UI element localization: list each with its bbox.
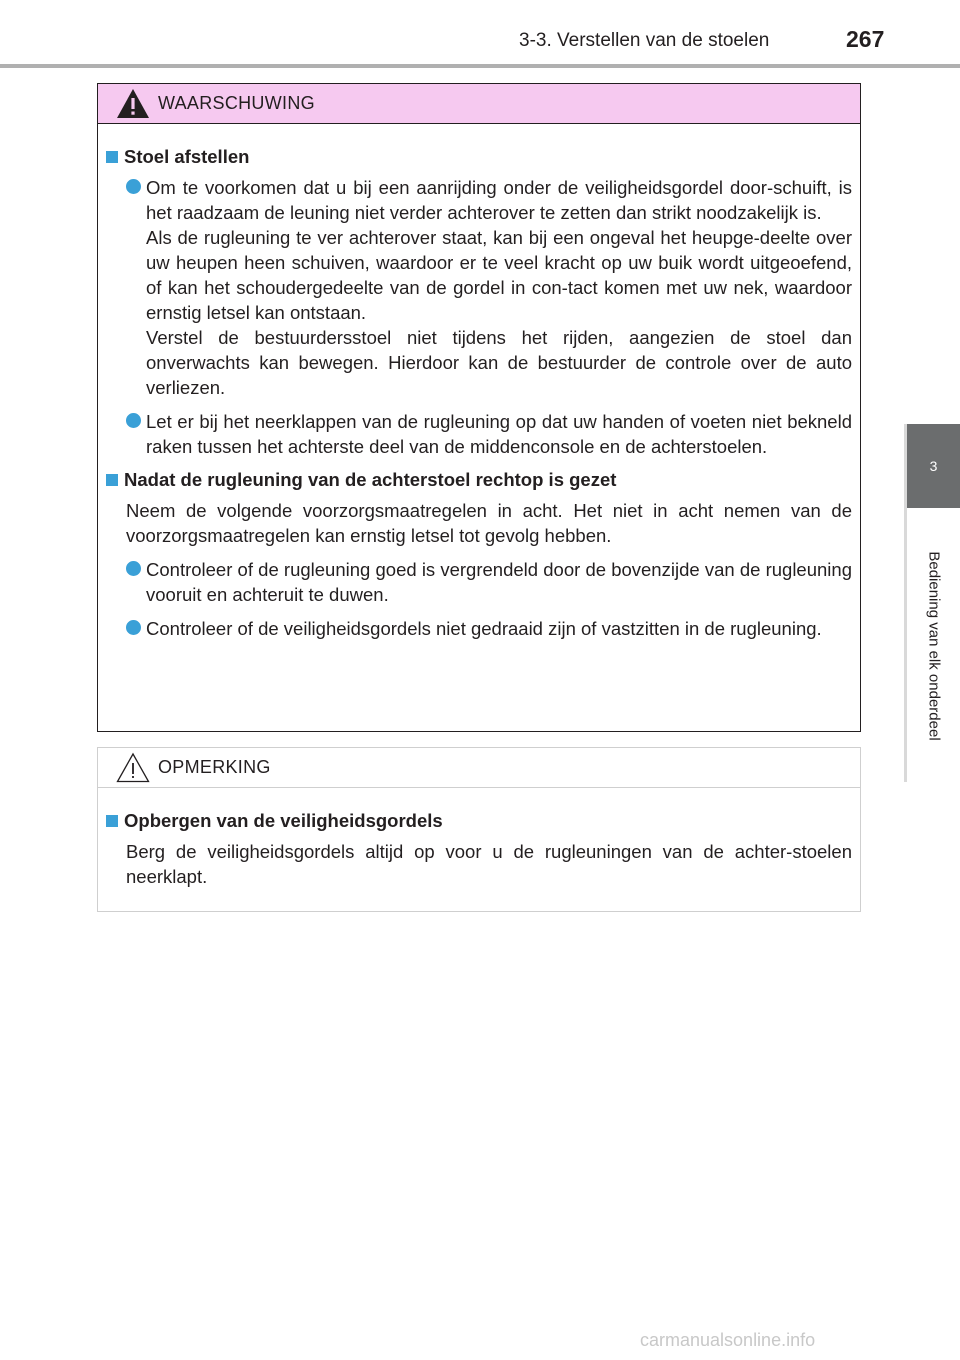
- list-item: [126, 409, 852, 459]
- paragraph: Let er bij het neerklappen van de rugleuning op dat uw handen of voeten niet bekneld raken tussen het achterste deel van de middenconsole en de achterstoelen.: [146, 411, 852, 457]
- paragraph: Als de rugleuning te ver achterover staat, kan bij een ongeval het heupge-deelte over uw heupen heen schuiven, waardoor er te veel kracht op uw buik wordt uitgeoefend, of kan het schoudergedeelte van de gordel in con-tact komen met uw nek, waardoor ernstig letsel kan ontstaan.: [146, 227, 852, 323]
- page-number: 267: [846, 26, 885, 52]
- chapter-label: Bediening van elk onderdeel: [925, 551, 942, 741]
- note-header: [98, 748, 860, 788]
- list-item: [126, 616, 852, 641]
- note-title: OPMERKING: [158, 757, 271, 777]
- warning-triangle-icon: [116, 88, 150, 119]
- round-bullet-icon: [126, 413, 141, 428]
- round-bullet-icon: [126, 561, 141, 576]
- list-item: [126, 557, 852, 607]
- note-body: [98, 788, 860, 889]
- chapter-tab-number: [907, 424, 960, 508]
- square-bullet-icon: [106, 815, 118, 827]
- warning-header: [98, 84, 860, 124]
- list-item: [126, 175, 852, 400]
- square-bullet-icon: [106, 474, 118, 486]
- paragraph: Controleer of de veiligheidsgordels niet gedraaid zijn of vastzitten in de rugleuning.: [146, 618, 822, 639]
- chapter-tab-label: [907, 510, 960, 782]
- header-rule: [0, 64, 960, 68]
- watermark: carmanualsonline.info: [640, 1330, 816, 1350]
- round-bullet-icon: [126, 179, 141, 194]
- caution-outline-triangle-icon: [116, 752, 150, 783]
- sub-heading-rear-seatback: Nadat de rugleuning van de achterstoel rechtop is gezet: [106, 467, 852, 492]
- warning-body: [98, 124, 860, 641]
- sub-heading-seatbelt-storage: Opbergen van de veiligheidsgordels: [106, 808, 852, 833]
- note-paragraph: Berg de veiligheidsgordels altijd op voor u de rugleuningen van de achter-stoelen neerklapt.: [126, 841, 852, 887]
- warning-box: [97, 83, 861, 732]
- warning-title: WAARSCHUWING: [158, 93, 315, 113]
- round-bullet-icon: [126, 620, 141, 635]
- section-title: 3-3. Verstellen van de stoelen: [519, 30, 770, 51]
- paragraph: Controleer of de rugleuning goed is vergrendeld door de bovenzijde van de rugleuning vooruit en achteruit te duwen.: [146, 559, 852, 605]
- square-bullet-icon: [106, 151, 118, 163]
- note-box: [97, 747, 861, 912]
- paragraph: Om te voorkomen dat u bij een aanrijding onder de veiligheidsgordel door-schuift, is het raadzaam de leuning niet verder achterover te zetten dan strikt noodzakelijk is.: [146, 177, 852, 223]
- paragraph: Verstel de bestuurdersstoel niet tijdens het rijden, aangezien de stoel dan onverwachts kan bewegen. Hierdoor kan de bestuurder de controle over de auto verliezen.: [146, 327, 852, 398]
- sub-heading-seat-adjust: Stoel afstellen: [106, 144, 852, 169]
- chapter-number: 3: [929, 458, 938, 474]
- intro-paragraph: Neem de volgende voorzorgsmaatregelen in acht. Het niet in acht nemen van de voorzorgsmaatregelen kan ernstig letsel tot gevolg hebben.: [126, 500, 852, 546]
